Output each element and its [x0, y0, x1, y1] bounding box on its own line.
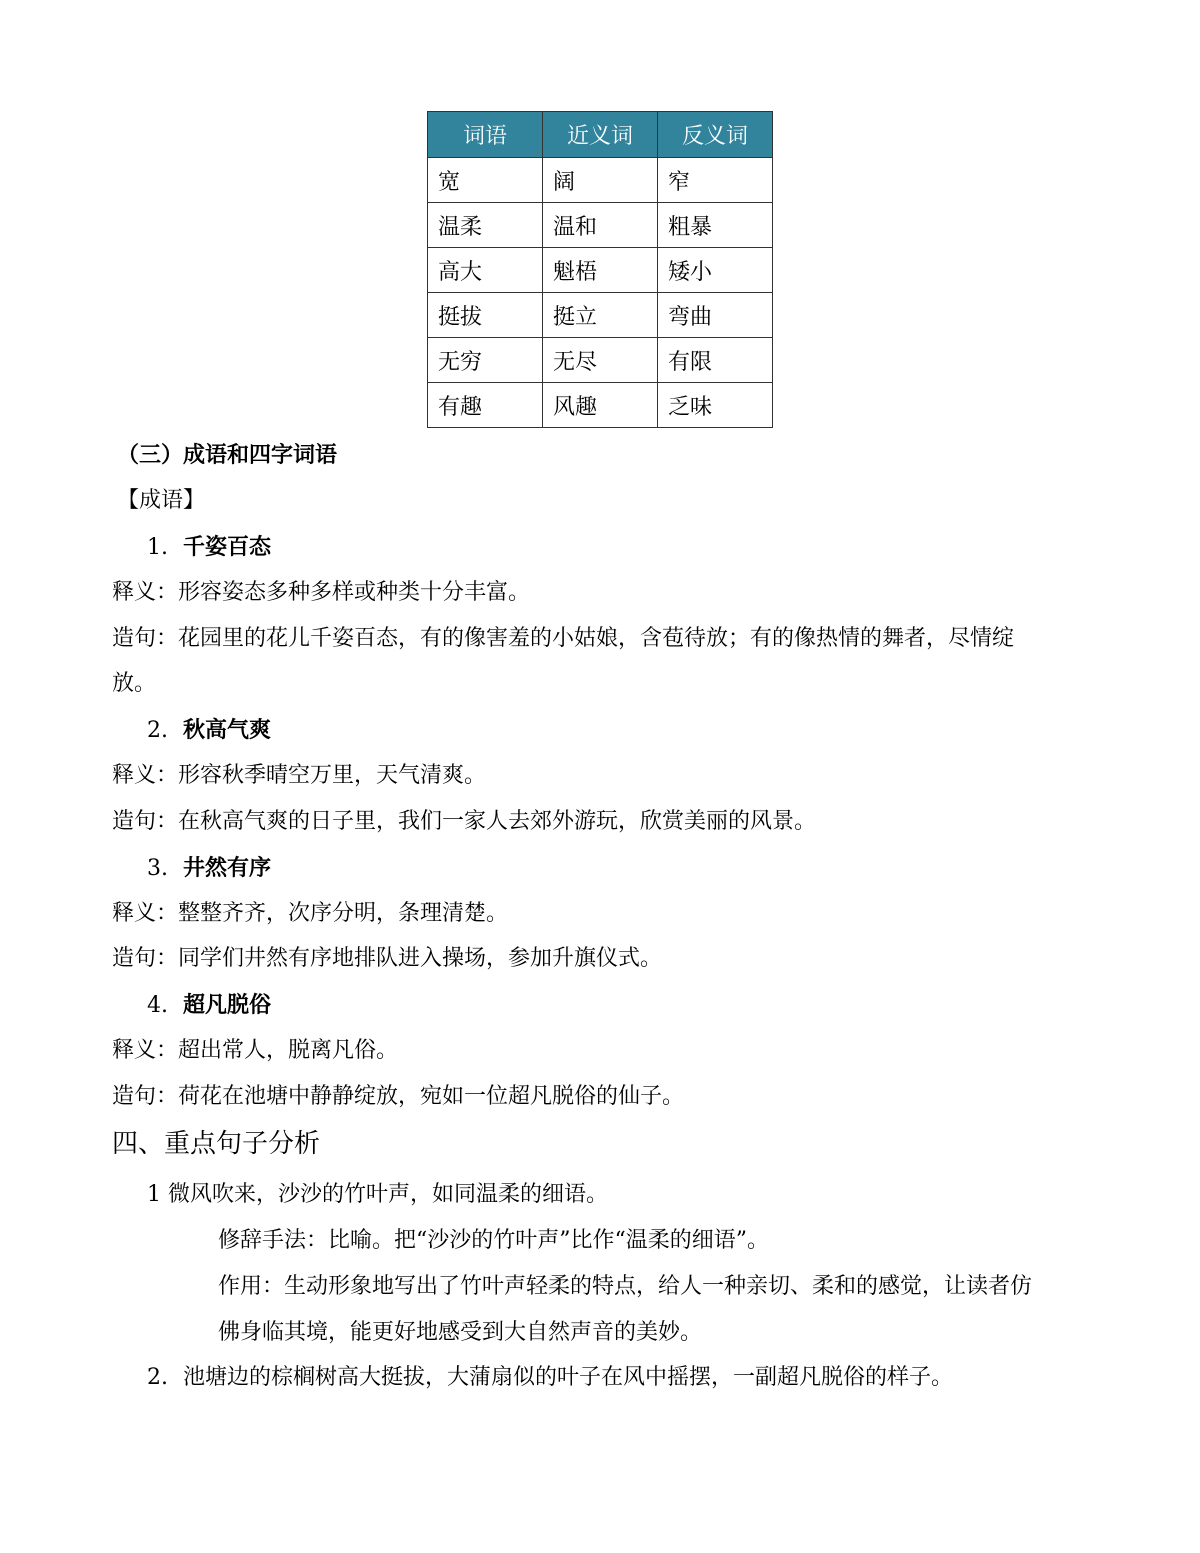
table-row — [428, 338, 773, 383]
table-row — [428, 158, 773, 203]
idiom-meaning: 释义：形容秋季晴空万里，天气清爽。 — [112, 763, 487, 788]
table-header-cell: 近义词 — [543, 112, 658, 158]
table-cell: 高大 — [428, 248, 543, 293]
table-cell: 温和 — [543, 203, 658, 248]
table-cell: 宽 — [428, 158, 543, 203]
table-row — [428, 383, 773, 428]
section-heading: （三）成语和四字词语 — [117, 442, 338, 468]
idiom-title — [147, 532, 271, 563]
table-header-cell: 反义词 — [658, 112, 773, 158]
idiom-number: 1. — [147, 535, 168, 560]
table-cell: 矮小 — [658, 248, 773, 293]
idiom-meaning: 释义：超出常人，脱离凡俗。 — [112, 1038, 399, 1063]
table-cell: 风趣 — [543, 383, 658, 428]
section-heading-4: 四、重点句子分析 — [112, 1129, 321, 1159]
idiom-title — [147, 853, 271, 884]
table-cell: 温柔 — [428, 203, 543, 248]
idiom-sentence: 造句：荷花在池塘中静静绽放，宛如一位超凡脱俗的仙子。 — [112, 1084, 685, 1109]
idiom-sentence: 造句：同学们井然有序地排队进入操场，参加升旗仪式。 — [112, 946, 663, 971]
key-sentence-1: 1 微风吹来，沙沙的竹叶声，如同温柔的细语。 — [147, 1182, 608, 1207]
table-row — [428, 203, 773, 248]
table-cell: 有限 — [658, 338, 773, 383]
table-row — [428, 248, 773, 293]
synonym-antonym-table — [427, 111, 773, 428]
idiom-term: 超凡脱俗 — [183, 992, 272, 1018]
table-cell: 乏味 — [658, 383, 773, 428]
idiom-meaning: 释义：整整齐齐，次序分明，条理清楚。 — [112, 901, 509, 926]
table-cell: 无穷 — [428, 338, 543, 383]
effect-analysis: 作用：生动形象地写出了竹叶声轻柔的特点，给人一种亲切、柔和的感觉，让读者仿 — [218, 1274, 1033, 1299]
table-cell: 魁梧 — [543, 248, 658, 293]
idiom-sentence: 造句：在秋高气爽的日子里，我们一家人去郊外游玩，欣赏美丽的风景。 — [112, 809, 817, 834]
effect-analysis-continued: 佛身临其境，能更好地感受到大自然声音的美妙。 — [218, 1320, 703, 1345]
idiom-sentence: 造句：花园里的花儿千姿百态，有的像害羞的小姑娘，含苞待放；有的像热情的舞者，尽情绽 — [112, 626, 1015, 651]
idiom-term: 井然有序 — [183, 855, 272, 881]
key-sentence-text: 池塘边的棕榈树高大挺拔，大蒲扇似的叶子在风中摇摆，一副超凡脱俗的样子。 — [183, 1365, 954, 1390]
table-cell: 窄 — [658, 158, 773, 203]
table-cell: 阔 — [543, 158, 658, 203]
key-sentence-number: 2. — [147, 1365, 168, 1390]
idiom-title — [147, 715, 271, 746]
table-cell: 有趣 — [428, 383, 543, 428]
table-row — [428, 293, 773, 338]
idiom-number: 2. — [147, 718, 168, 743]
table-cell: 粗暴 — [658, 203, 773, 248]
idiom-number: 3. — [147, 856, 168, 881]
idiom-term: 千姿百态 — [183, 534, 272, 560]
idiom-title — [147, 990, 271, 1021]
idiom-sentence-continued: 放。 — [112, 671, 157, 696]
idiom-meaning: 释义：形容姿态多种多样或种类十分丰富。 — [112, 580, 531, 605]
idiom-number: 4. — [147, 993, 168, 1018]
table-cell: 无尽 — [543, 338, 658, 383]
rhetoric-analysis: 修辞手法：比喻。把“沙沙的竹叶声”比作“温柔的细语”。 — [218, 1228, 769, 1253]
table-cell: 挺拔 — [428, 293, 543, 338]
table-cell: 弯曲 — [658, 293, 773, 338]
idiom-term: 秋高气爽 — [183, 717, 272, 743]
table-cell: 挺立 — [543, 293, 658, 338]
table-header-cell: 词语 — [428, 112, 543, 158]
table-header-row — [428, 112, 773, 158]
subsection-heading: 【成语】 — [117, 488, 206, 513]
key-sentence-2 — [147, 1363, 953, 1393]
